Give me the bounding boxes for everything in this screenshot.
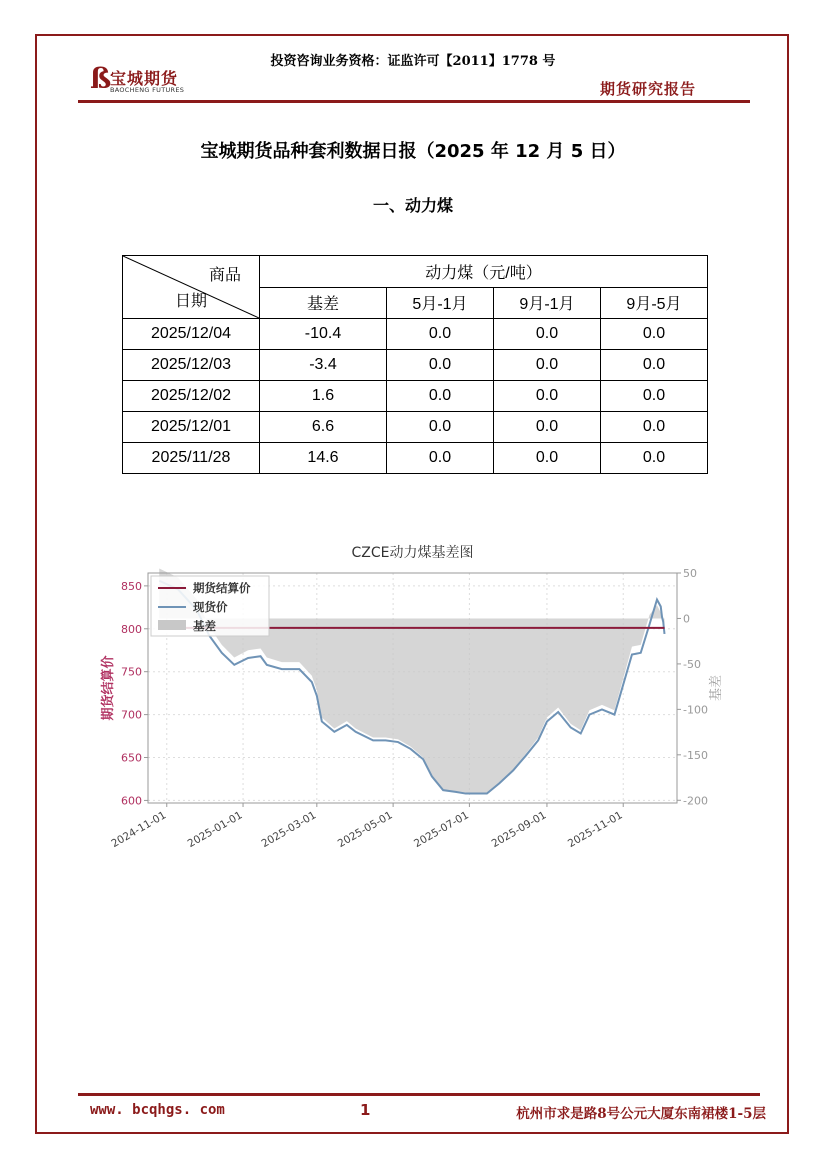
value-cell: 0.0 xyxy=(387,319,494,350)
value-cell: 0.0 xyxy=(387,350,494,381)
page-number: 1 xyxy=(360,1101,371,1119)
table-row xyxy=(123,350,708,381)
corner-date-label: 日期 xyxy=(175,293,208,310)
logo-mark-icon: ß xyxy=(90,62,112,95)
left-tick-label: 750 xyxy=(121,665,142,679)
left-tick-label: 600 xyxy=(121,794,142,808)
legend-spot-label: 现货价 xyxy=(193,600,228,614)
table-row xyxy=(123,443,708,474)
value-cell: 0.0 xyxy=(601,350,708,381)
value-cell: 14.6 xyxy=(260,443,387,474)
x-tick-label: 2025-09-01 xyxy=(489,809,549,851)
company-logo xyxy=(90,64,200,98)
right-tick-label: -200 xyxy=(683,794,708,808)
value-cell: 0.0 xyxy=(387,412,494,443)
right-tick-label: 0 xyxy=(683,612,690,626)
table-row xyxy=(123,319,708,350)
value-cell: 1.6 xyxy=(260,381,387,412)
value-cell: 0.0 xyxy=(387,443,494,474)
legend-futures-label: 期货结算价 xyxy=(193,581,251,595)
license-text: 投资咨询业务资格：证监许可【2011】1778 号 xyxy=(270,54,556,69)
legend-basis-label: 基差 xyxy=(193,619,216,633)
value-cell: 0.0 xyxy=(601,319,708,350)
right-tick-label: -50 xyxy=(683,657,701,671)
logo-english: BAOCHENG FUTURES xyxy=(110,86,185,94)
x-tick-label: 2025-11-01 xyxy=(565,809,625,851)
value-cell: 0.0 xyxy=(387,381,494,412)
value-cell: -3.4 xyxy=(260,350,387,381)
column-header: 5月-1月 xyxy=(387,287,494,319)
left-axis-label: 期货结算价 xyxy=(101,655,116,721)
right-tick-label: 50 xyxy=(683,567,697,580)
x-tick-label: 2025-07-01 xyxy=(412,809,471,851)
right-tick-label: -150 xyxy=(683,748,708,762)
left-tick-label: 800 xyxy=(121,622,142,636)
basis-chart xyxy=(90,535,750,865)
value-cell: 0.0 xyxy=(601,381,708,412)
report-title: 宝城期货品种套利数据日报（2025 年 12 月 5 日） xyxy=(200,141,626,162)
corner-header-cell xyxy=(123,256,260,319)
left-tick-label: 700 xyxy=(121,708,142,722)
value-cell: 0.0 xyxy=(494,350,601,381)
value-cell: 0.0 xyxy=(494,381,601,412)
right-axis-label: 基差 xyxy=(709,674,724,702)
x-tick-label: 2025-03-01 xyxy=(259,809,319,851)
table-row xyxy=(123,412,708,443)
header-rule xyxy=(78,100,750,103)
value-cell: 0.0 xyxy=(494,319,601,350)
value-cell: 0.0 xyxy=(494,443,601,474)
column-header: 基差 xyxy=(260,287,387,319)
date-cell: 2025/12/01 xyxy=(123,412,260,443)
column-header: 9月-1月 xyxy=(494,287,601,319)
x-tick-label: 2025-05-01 xyxy=(335,809,395,851)
value-cell: 0.0 xyxy=(494,412,601,443)
report-type: 期货研究报告 xyxy=(599,80,696,98)
footer-url[interactable]: www. bcqhgs. com xyxy=(90,1102,225,1118)
value-cell: 0.0 xyxy=(601,412,708,443)
value-cell: -10.4 xyxy=(260,319,387,350)
footer-address: 杭州市求是路8号公元大厦东南裙楼1-5层 xyxy=(516,1106,766,1122)
left-tick-label: 850 xyxy=(121,579,142,593)
date-cell: 2025/11/28 xyxy=(123,443,260,474)
logo-name: 宝城期货 xyxy=(110,69,179,88)
left-tick-label: 650 xyxy=(121,751,142,765)
value-cell: 0.0 xyxy=(601,443,708,474)
basis-chart-svg xyxy=(90,535,750,865)
section-title: 一、动力煤 xyxy=(372,196,453,215)
date-cell: 2025/12/04 xyxy=(123,319,260,350)
x-tick-label: 2024-11-01 xyxy=(109,809,169,851)
table-row xyxy=(123,381,708,412)
table-header-row xyxy=(123,256,708,288)
date-cell: 2025/12/03 xyxy=(123,350,260,381)
legend-basis-swatch xyxy=(158,620,186,630)
chart-title: CZCE动力煤基差图 xyxy=(351,545,474,561)
spread-table xyxy=(122,255,708,474)
x-tick-label: 2025-01-01 xyxy=(185,809,245,851)
footer-rule xyxy=(78,1093,760,1096)
column-header: 9月-5月 xyxy=(601,287,708,319)
value-cell: 6.6 xyxy=(260,412,387,443)
corner-goods-label: 商品 xyxy=(208,267,241,284)
group-header: 动力煤（元/吨） xyxy=(260,256,708,288)
date-cell: 2025/12/02 xyxy=(123,381,260,412)
right-tick-label: -100 xyxy=(683,703,708,717)
